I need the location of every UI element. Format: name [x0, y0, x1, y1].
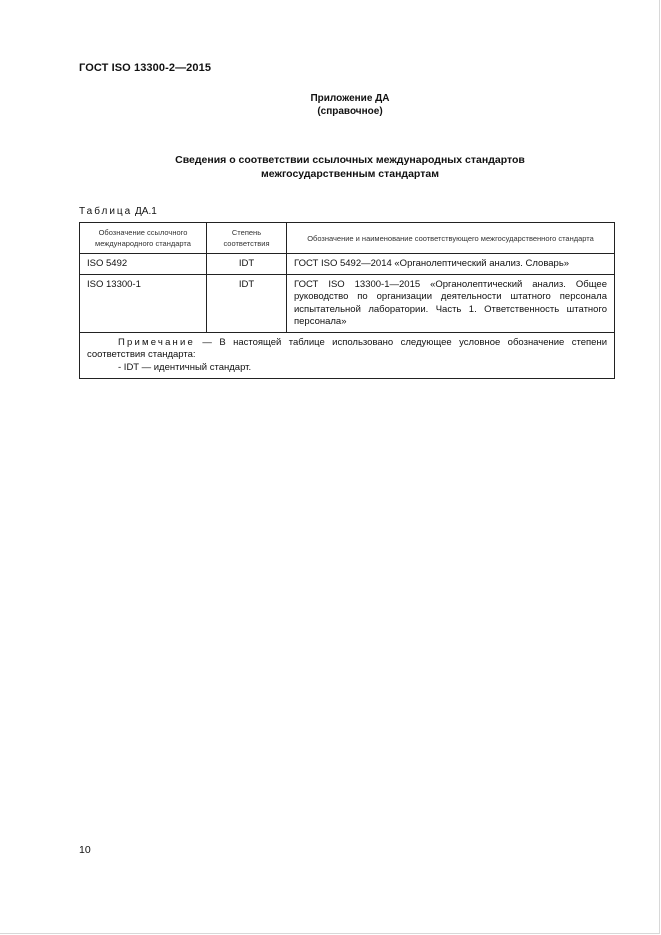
column-header-description: Обозначение и наименование соответствующего межгосударственного стандарта [287, 223, 615, 254]
table-row [80, 254, 615, 275]
table-caption [79, 206, 157, 217]
cell-degree: IDT [207, 274, 287, 332]
column-header-reference: Обозначение ссылочного международного стандарта [80, 223, 207, 254]
cell-reference: ISO 5492 [80, 254, 207, 275]
note-label: Примечание [118, 336, 195, 348]
cell-description: ГОСТ ISO 5492—2014 «Органолептический анализ. Словарь» [287, 254, 615, 275]
table-note [80, 332, 615, 379]
document-title-line-2: межгосударственным стандартам [261, 168, 439, 180]
cell-degree: IDT [207, 254, 287, 275]
table-caption-number: ДА.1 [135, 206, 157, 217]
table-note-row [80, 332, 615, 379]
table-row [80, 274, 615, 332]
note-list-item: - IDT — идентичный стандарт. [118, 361, 252, 373]
table-header-row [80, 223, 615, 254]
cell-reference: ISO 13300-1 [80, 274, 207, 332]
correspondence-table [79, 222, 615, 379]
annex-subtitle: (справочное) [317, 106, 383, 117]
document-title-line-1: Сведения о соответствии ссылочных международных стандартов [175, 154, 525, 166]
page-number: 10 [79, 844, 91, 856]
cell-description: ГОСТ ISO 13300-1—2015 «Органолептический анализ. Общее руководство по организации деятельности штатного персонала испытательной лаборатории. Часть 1. Ответственность штатного персонала» [287, 274, 615, 332]
note-text: — В настоящей таблице использовано следующее условное обозначение степени соответствия стандарта: [87, 336, 607, 360]
column-header-degree: Степень соответствия [207, 223, 287, 254]
table-caption-label: Таблица [79, 206, 133, 217]
note-paragraph [87, 337, 607, 362]
standard-header: ГОСТ ISO 13300-2—2015 [79, 62, 212, 74]
annex-title: Приложение ДА [310, 93, 390, 104]
